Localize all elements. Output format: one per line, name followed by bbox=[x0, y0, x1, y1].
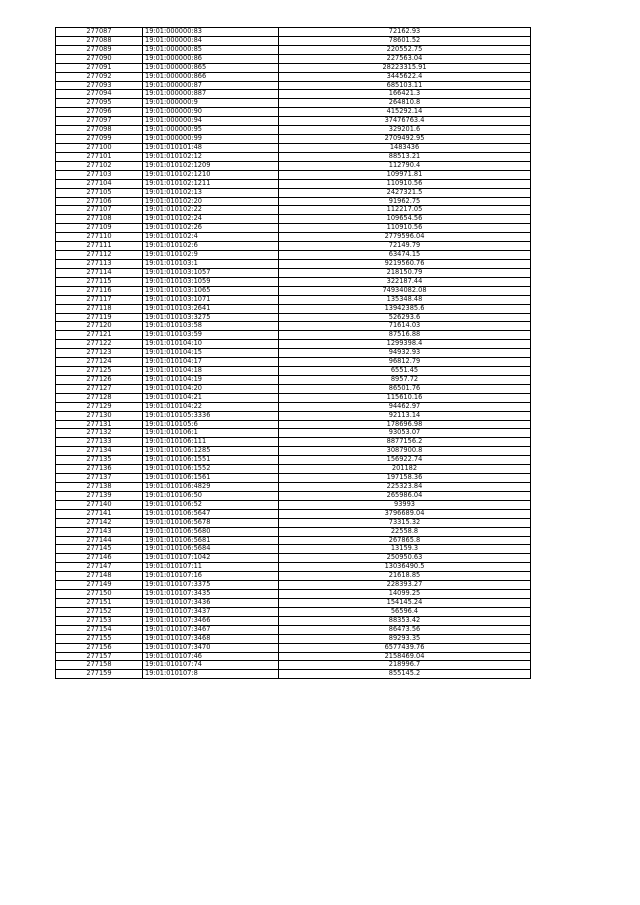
table-row bbox=[56, 358, 531, 367]
table-row bbox=[56, 99, 531, 108]
table-row bbox=[56, 393, 531, 402]
value-cell: 201182 bbox=[279, 465, 531, 474]
table-row bbox=[56, 429, 531, 438]
cadastral-number-cell: 19:01:010103:58 bbox=[143, 322, 279, 331]
table-row bbox=[56, 402, 531, 411]
row-number-cell: 277144 bbox=[56, 536, 143, 545]
value-cell: 8957.72 bbox=[279, 375, 531, 384]
cadastral-number-cell: 19:01:010102:1209 bbox=[143, 161, 279, 170]
row-number-cell: 277158 bbox=[56, 661, 143, 670]
value-cell: 197158.36 bbox=[279, 474, 531, 483]
cadastral-number-cell: 19:01:010103:2641 bbox=[143, 304, 279, 313]
row-number-cell: 277136 bbox=[56, 465, 143, 474]
row-number-cell: 277155 bbox=[56, 634, 143, 643]
table-row bbox=[56, 670, 531, 679]
value-cell: 3796689.04 bbox=[279, 509, 531, 518]
value-cell: 3445622.4 bbox=[279, 72, 531, 81]
value-cell: 73315.32 bbox=[279, 518, 531, 527]
row-number-cell: 277115 bbox=[56, 277, 143, 286]
row-number-cell: 277103 bbox=[56, 170, 143, 179]
value-cell: 329201.6 bbox=[279, 126, 531, 135]
value-cell: 526293.6 bbox=[279, 313, 531, 322]
value-cell: 110910.56 bbox=[279, 224, 531, 233]
cadastral-number-cell: 19:01:010104:10 bbox=[143, 340, 279, 349]
table-row bbox=[56, 197, 531, 206]
cadastral-number-cell: 19:01:010103:1057 bbox=[143, 268, 279, 277]
row-number-cell: 277159 bbox=[56, 670, 143, 679]
cadastral-number-cell: 19:01:010102:1211 bbox=[143, 179, 279, 188]
value-cell: 2709492.95 bbox=[279, 135, 531, 144]
table-row bbox=[56, 331, 531, 340]
cadastral-number-cell: 19:01:010103:59 bbox=[143, 331, 279, 340]
row-number-cell: 277098 bbox=[56, 126, 143, 135]
cadastral-number-cell: 19:01:010107:16 bbox=[143, 572, 279, 581]
value-cell: 2779596.04 bbox=[279, 233, 531, 242]
value-cell: 178696.98 bbox=[279, 420, 531, 429]
row-number-cell: 277138 bbox=[56, 483, 143, 492]
value-cell: 13036490.5 bbox=[279, 563, 531, 572]
cadastral-number-cell: 19:01:010107:3437 bbox=[143, 607, 279, 616]
cadastral-number-cell: 19:01:010106:5684 bbox=[143, 545, 279, 554]
row-number-cell: 277095 bbox=[56, 99, 143, 108]
cadastral-number-cell: 19:01:010103:1059 bbox=[143, 277, 279, 286]
cadastral-number-cell: 19:01:010106:1 bbox=[143, 429, 279, 438]
value-cell: 228393.27 bbox=[279, 581, 531, 590]
table-row bbox=[56, 518, 531, 527]
row-number-cell: 277135 bbox=[56, 456, 143, 465]
value-cell: 56596.4 bbox=[279, 607, 531, 616]
row-number-cell: 277150 bbox=[56, 590, 143, 599]
value-cell: 86473.56 bbox=[279, 625, 531, 634]
table-row bbox=[56, 295, 531, 304]
value-cell: 220552.75 bbox=[279, 45, 531, 54]
cadastral-number-cell: 19:01:010102:22 bbox=[143, 206, 279, 215]
table-row bbox=[56, 625, 531, 634]
value-cell: 3087900.8 bbox=[279, 447, 531, 456]
row-number-cell: 277109 bbox=[56, 224, 143, 233]
table-row bbox=[56, 581, 531, 590]
cadastral-number-cell: 19:01:010107:3435 bbox=[143, 590, 279, 599]
table-row bbox=[56, 545, 531, 554]
value-cell: 87516.88 bbox=[279, 331, 531, 340]
cadastral-number-cell: 19:01:010106:1285 bbox=[143, 447, 279, 456]
value-cell: 93053.07 bbox=[279, 429, 531, 438]
cadastral-number-cell: 19:01:010104:17 bbox=[143, 358, 279, 367]
table-row bbox=[56, 340, 531, 349]
value-cell: 2427321.5 bbox=[279, 188, 531, 197]
cadastral-number-cell: 19:01:010107:3467 bbox=[143, 625, 279, 634]
value-cell: 28223315.91 bbox=[279, 63, 531, 72]
cadastral-number-cell: 19:01:010107:3375 bbox=[143, 581, 279, 590]
value-cell: 250950.63 bbox=[279, 554, 531, 563]
row-number-cell: 277152 bbox=[56, 607, 143, 616]
cadastral-number-cell: 19:01:010106:5681 bbox=[143, 536, 279, 545]
table-row bbox=[56, 251, 531, 260]
table-row bbox=[56, 456, 531, 465]
table-row bbox=[56, 126, 531, 135]
table-row bbox=[56, 607, 531, 616]
table-row bbox=[56, 375, 531, 384]
row-number-cell: 277145 bbox=[56, 545, 143, 554]
value-cell: 218150.79 bbox=[279, 268, 531, 277]
value-cell: 109654.56 bbox=[279, 215, 531, 224]
row-number-cell: 277124 bbox=[56, 358, 143, 367]
value-cell: 92113.14 bbox=[279, 411, 531, 420]
row-number-cell: 277101 bbox=[56, 152, 143, 161]
cadastral-number-cell: 19:01:010106:4829 bbox=[143, 483, 279, 492]
table-row bbox=[56, 536, 531, 545]
row-number-cell: 277096 bbox=[56, 108, 143, 117]
row-number-cell: 277141 bbox=[56, 509, 143, 518]
value-cell: 1299398.4 bbox=[279, 340, 531, 349]
table-row bbox=[56, 286, 531, 295]
value-cell: 415292.14 bbox=[279, 108, 531, 117]
row-number-cell: 277133 bbox=[56, 438, 143, 447]
table-row bbox=[56, 509, 531, 518]
row-number-cell: 277089 bbox=[56, 45, 143, 54]
cadastral-number-cell: 19:01:000000:90 bbox=[143, 108, 279, 117]
value-cell: 78601.52 bbox=[279, 36, 531, 45]
cadastral-number-cell: 19:01:010102:9 bbox=[143, 251, 279, 260]
cadastral-number-cell: 19:01:010101:48 bbox=[143, 143, 279, 152]
cadastral-number-cell: 19:01:010106:52 bbox=[143, 500, 279, 509]
row-number-cell: 277116 bbox=[56, 286, 143, 295]
table-row bbox=[56, 384, 531, 393]
value-cell: 154145.24 bbox=[279, 599, 531, 608]
table-row bbox=[56, 108, 531, 117]
value-cell: 13159.3 bbox=[279, 545, 531, 554]
table-row bbox=[56, 661, 531, 670]
table-row bbox=[56, 652, 531, 661]
cadastral-number-cell: 19:01:010106:1551 bbox=[143, 456, 279, 465]
cadastral-number-cell: 19:01:010104:20 bbox=[143, 384, 279, 393]
table-row bbox=[56, 465, 531, 474]
table-row bbox=[56, 54, 531, 63]
table-row bbox=[56, 313, 531, 322]
cadastral-number-cell: 19:01:010104:15 bbox=[143, 349, 279, 358]
row-number-cell: 277149 bbox=[56, 581, 143, 590]
row-number-cell: 277131 bbox=[56, 420, 143, 429]
value-cell: 6551.45 bbox=[279, 367, 531, 376]
row-number-cell: 277125 bbox=[56, 367, 143, 376]
value-cell: 225323.84 bbox=[279, 483, 531, 492]
cadastral-number-cell: 19:01:000000:99 bbox=[143, 135, 279, 144]
cadastral-number-cell: 19:01:010102:12 bbox=[143, 152, 279, 161]
row-number-cell: 277134 bbox=[56, 447, 143, 456]
table-row bbox=[56, 277, 531, 286]
row-number-cell: 277094 bbox=[56, 90, 143, 99]
row-number-cell: 277093 bbox=[56, 81, 143, 90]
row-number-cell: 277147 bbox=[56, 563, 143, 572]
value-cell: 267865.8 bbox=[279, 536, 531, 545]
cadastral-number-cell: 19:01:010106:5647 bbox=[143, 509, 279, 518]
value-cell: 91962.75 bbox=[279, 197, 531, 206]
cadastral-number-cell: 19:01:010104:19 bbox=[143, 375, 279, 384]
table-row bbox=[56, 224, 531, 233]
row-number-cell: 277088 bbox=[56, 36, 143, 45]
value-cell: 94462.97 bbox=[279, 402, 531, 411]
row-number-cell: 277108 bbox=[56, 215, 143, 224]
cadastral-number-cell: 19:01:010103:1 bbox=[143, 259, 279, 268]
value-cell: 109971.81 bbox=[279, 170, 531, 179]
row-number-cell: 277107 bbox=[56, 206, 143, 215]
cadastral-number-cell: 19:01:010104:22 bbox=[143, 402, 279, 411]
table-row bbox=[56, 483, 531, 492]
row-number-cell: 277130 bbox=[56, 411, 143, 420]
cadastral-number-cell: 19:01:000000:86 bbox=[143, 54, 279, 63]
value-cell: 9219560.76 bbox=[279, 259, 531, 268]
row-number-cell: 277105 bbox=[56, 188, 143, 197]
row-number-cell: 277120 bbox=[56, 322, 143, 331]
table-row bbox=[56, 572, 531, 581]
cadastral-number-cell: 19:01:010105:6 bbox=[143, 420, 279, 429]
cadastral-number-cell: 19:01:010103:1065 bbox=[143, 286, 279, 295]
cadastral-number-cell: 19:01:010107:46 bbox=[143, 652, 279, 661]
value-cell: 135348.48 bbox=[279, 295, 531, 304]
cadastral-number-cell: 19:01:010106:1552 bbox=[143, 465, 279, 474]
table-row bbox=[56, 179, 531, 188]
table-row bbox=[56, 643, 531, 652]
row-number-cell: 277092 bbox=[56, 72, 143, 81]
cadastral-number-cell: 19:01:010102:13 bbox=[143, 188, 279, 197]
value-cell: 14099.25 bbox=[279, 590, 531, 599]
table-row bbox=[56, 447, 531, 456]
cadastral-number-cell: 19:01:010107:11 bbox=[143, 563, 279, 572]
row-number-cell: 277091 bbox=[56, 63, 143, 72]
cadastral-number-cell: 19:01:010107:3470 bbox=[143, 643, 279, 652]
row-number-cell: 277148 bbox=[56, 572, 143, 581]
value-cell: 86501.76 bbox=[279, 384, 531, 393]
cadastral-number-cell: 19:01:000000:887 bbox=[143, 90, 279, 99]
row-number-cell: 277111 bbox=[56, 242, 143, 251]
table-row bbox=[56, 215, 531, 224]
table-row bbox=[56, 90, 531, 99]
value-cell: 112217.05 bbox=[279, 206, 531, 215]
value-cell: 685103.11 bbox=[279, 81, 531, 90]
row-number-cell: 277153 bbox=[56, 616, 143, 625]
table-row bbox=[56, 268, 531, 277]
value-cell: 88513.21 bbox=[279, 152, 531, 161]
table-row bbox=[56, 242, 531, 251]
value-cell: 74934082.08 bbox=[279, 286, 531, 295]
value-cell: 8877156.2 bbox=[279, 438, 531, 447]
row-number-cell: 277154 bbox=[56, 625, 143, 634]
cadastral-number-cell: 19:01:010102:6 bbox=[143, 242, 279, 251]
table-row bbox=[56, 474, 531, 483]
table-row bbox=[56, 36, 531, 45]
cadastral-number-cell: 19:01:000000:85 bbox=[143, 45, 279, 54]
table-row bbox=[56, 500, 531, 509]
value-cell: 96812.79 bbox=[279, 358, 531, 367]
row-number-cell: 277128 bbox=[56, 393, 143, 402]
cadastral-number-cell: 19:01:010107:74 bbox=[143, 661, 279, 670]
value-cell: 322187.44 bbox=[279, 277, 531, 286]
table-body bbox=[56, 28, 531, 679]
table-row bbox=[56, 206, 531, 215]
cadastral-number-cell: 19:01:000000:865 bbox=[143, 63, 279, 72]
cadastral-number-cell: 19:01:010106:5680 bbox=[143, 527, 279, 536]
value-cell: 218996.7 bbox=[279, 661, 531, 670]
value-cell: 89293.35 bbox=[279, 634, 531, 643]
value-cell: 2158469.04 bbox=[279, 652, 531, 661]
row-number-cell: 277110 bbox=[56, 233, 143, 242]
table-row bbox=[56, 28, 531, 37]
value-cell: 22558.8 bbox=[279, 527, 531, 536]
row-number-cell: 277132 bbox=[56, 429, 143, 438]
cadastral-number-cell: 19:01:000000:87 bbox=[143, 81, 279, 90]
value-cell: 227563.04 bbox=[279, 54, 531, 63]
value-cell: 112790.4 bbox=[279, 161, 531, 170]
value-cell: 855145.2 bbox=[279, 670, 531, 679]
row-number-cell: 277142 bbox=[56, 518, 143, 527]
table-row bbox=[56, 45, 531, 54]
table-row bbox=[56, 367, 531, 376]
row-number-cell: 277113 bbox=[56, 259, 143, 268]
value-cell: 265986.04 bbox=[279, 491, 531, 500]
table-row bbox=[56, 411, 531, 420]
row-number-cell: 277137 bbox=[56, 474, 143, 483]
row-number-cell: 277121 bbox=[56, 331, 143, 340]
cadastral-number-cell: 19:01:010107:1042 bbox=[143, 554, 279, 563]
table-row bbox=[56, 304, 531, 313]
value-cell: 72149.79 bbox=[279, 242, 531, 251]
table-row bbox=[56, 81, 531, 90]
cadastral-number-cell: 19:01:000000:9 bbox=[143, 99, 279, 108]
row-number-cell: 277100 bbox=[56, 143, 143, 152]
value-cell: 63474.15 bbox=[279, 251, 531, 260]
row-number-cell: 277114 bbox=[56, 268, 143, 277]
data-table bbox=[55, 27, 531, 679]
table-row bbox=[56, 143, 531, 152]
cadastral-number-cell: 19:01:010102:24 bbox=[143, 215, 279, 224]
cadastral-number-cell: 19:01:010102:1210 bbox=[143, 170, 279, 179]
table-row bbox=[56, 634, 531, 643]
value-cell: 94932.93 bbox=[279, 349, 531, 358]
row-number-cell: 277117 bbox=[56, 295, 143, 304]
value-cell: 72162.93 bbox=[279, 28, 531, 37]
row-number-cell: 277129 bbox=[56, 402, 143, 411]
cadastral-number-cell: 19:01:000000:84 bbox=[143, 36, 279, 45]
row-number-cell: 277123 bbox=[56, 349, 143, 358]
row-number-cell: 277122 bbox=[56, 340, 143, 349]
cadastral-number-cell: 19:01:010102:4 bbox=[143, 233, 279, 242]
row-number-cell: 277156 bbox=[56, 643, 143, 652]
cadastral-number-cell: 19:01:010106:111 bbox=[143, 438, 279, 447]
value-cell: 110910.56 bbox=[279, 179, 531, 188]
cadastral-number-cell: 19:01:000000:866 bbox=[143, 72, 279, 81]
cadastral-number-cell: 19:01:010107:8 bbox=[143, 670, 279, 679]
table-row bbox=[56, 72, 531, 81]
row-number-cell: 277112 bbox=[56, 251, 143, 260]
value-cell: 13942385.6 bbox=[279, 304, 531, 313]
row-number-cell: 277127 bbox=[56, 384, 143, 393]
cadastral-number-cell: 19:01:000000:94 bbox=[143, 117, 279, 126]
value-cell: 6577439.76 bbox=[279, 643, 531, 652]
value-cell: 115610.16 bbox=[279, 393, 531, 402]
cadastral-number-cell: 19:01:010104:18 bbox=[143, 367, 279, 376]
row-number-cell: 277090 bbox=[56, 54, 143, 63]
table-row bbox=[56, 63, 531, 72]
table-row bbox=[56, 420, 531, 429]
cadastral-number-cell: 19:01:010106:1561 bbox=[143, 474, 279, 483]
cadastral-number-cell: 19:01:010107:3436 bbox=[143, 599, 279, 608]
cadastral-number-cell: 19:01:010107:3466 bbox=[143, 616, 279, 625]
table-row bbox=[56, 491, 531, 500]
cadastral-number-cell: 19:01:010103:1071 bbox=[143, 295, 279, 304]
cadastral-number-cell: 19:01:010104:21 bbox=[143, 393, 279, 402]
row-number-cell: 277118 bbox=[56, 304, 143, 313]
value-cell: 1483436 bbox=[279, 143, 531, 152]
row-number-cell: 277104 bbox=[56, 179, 143, 188]
row-number-cell: 277099 bbox=[56, 135, 143, 144]
cadastral-number-cell: 19:01:010106:5678 bbox=[143, 518, 279, 527]
table-row bbox=[56, 188, 531, 197]
row-number-cell: 277140 bbox=[56, 500, 143, 509]
cadastral-number-cell: 19:01:010106:50 bbox=[143, 491, 279, 500]
value-cell: 166421.3 bbox=[279, 90, 531, 99]
row-number-cell: 277139 bbox=[56, 491, 143, 500]
table-row bbox=[56, 438, 531, 447]
table-row bbox=[56, 152, 531, 161]
cadastral-number-cell: 19:01:010107:3468 bbox=[143, 634, 279, 643]
row-number-cell: 277157 bbox=[56, 652, 143, 661]
value-cell: 156922.74 bbox=[279, 456, 531, 465]
row-number-cell: 277087 bbox=[56, 28, 143, 37]
cadastral-number-cell: 19:01:010105:3336 bbox=[143, 411, 279, 420]
value-cell: 21618.85 bbox=[279, 572, 531, 581]
table-row bbox=[56, 599, 531, 608]
row-number-cell: 277102 bbox=[56, 161, 143, 170]
cadastral-number-cell: 19:01:010102:20 bbox=[143, 197, 279, 206]
table-row bbox=[56, 161, 531, 170]
row-number-cell: 277097 bbox=[56, 117, 143, 126]
table-row bbox=[56, 259, 531, 268]
value-cell: 93993 bbox=[279, 500, 531, 509]
row-number-cell: 277151 bbox=[56, 599, 143, 608]
value-cell: 264810.8 bbox=[279, 99, 531, 108]
cadastral-number-cell: 19:01:010103:3275 bbox=[143, 313, 279, 322]
row-number-cell: 277146 bbox=[56, 554, 143, 563]
cadastral-number-cell: 19:01:010102:26 bbox=[143, 224, 279, 233]
value-cell: 71614.03 bbox=[279, 322, 531, 331]
table-row bbox=[56, 322, 531, 331]
row-number-cell: 277126 bbox=[56, 375, 143, 384]
cadastral-number-cell: 19:01:000000:95 bbox=[143, 126, 279, 135]
table-row bbox=[56, 527, 531, 536]
table-row bbox=[56, 554, 531, 563]
table-row bbox=[56, 170, 531, 179]
table-row bbox=[56, 590, 531, 599]
value-cell: 88353.42 bbox=[279, 616, 531, 625]
row-number-cell: 277106 bbox=[56, 197, 143, 206]
table-row bbox=[56, 117, 531, 126]
row-number-cell: 277119 bbox=[56, 313, 143, 322]
table-row bbox=[56, 349, 531, 358]
table-row bbox=[56, 233, 531, 242]
table-row bbox=[56, 563, 531, 572]
table-row bbox=[56, 135, 531, 144]
table-row bbox=[56, 616, 531, 625]
value-cell: 37476763.4 bbox=[279, 117, 531, 126]
cadastral-number-cell: 19:01:000000:83 bbox=[143, 28, 279, 37]
row-number-cell: 277143 bbox=[56, 527, 143, 536]
